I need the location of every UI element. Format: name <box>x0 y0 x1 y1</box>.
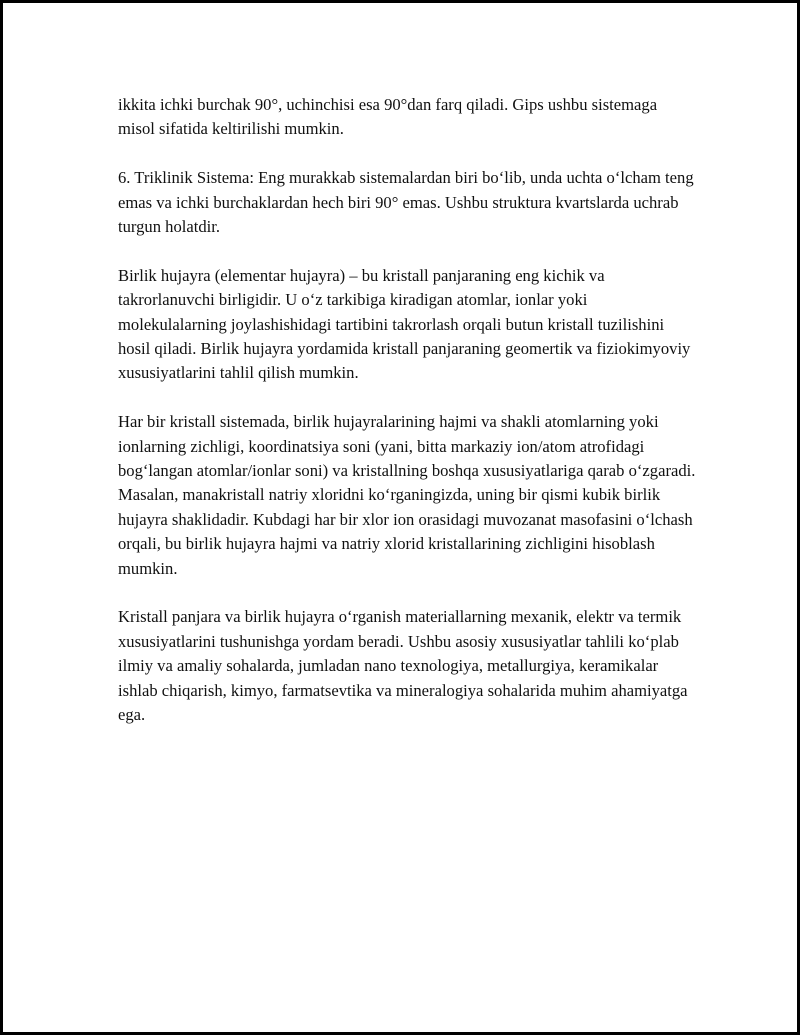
paragraph-unit-cell-definition: Birlik hujayra (elementar hujayra) – bu kristall panjaraning eng kichik va takrorlanuvchi birligidir. U o‘z tarkibiga kiradigan atomlar, ionlar yoki molekulalarning joylashishidagi tartibini takrorlash orqali butun kristall tuzilishini hosil qiladi. Birlik hujayra yordamida kristall panjaraning geomertik va fiziokimyoviy xususiyatlarini tahlil qilish mumkin. <box>118 265 691 383</box>
paragraph-triclinic-system: 6. Triklinik Sistema: Eng murakkab sistemalardan biri bo‘lib, unda uchta o‘lcham teng emas va ichki burchaklardan hech biri 90° emas. Ushbu struktura kvartslarda uchrab turgun holatdir. <box>118 168 694 237</box>
paragraph-applications: Kristall panjara va birlik hujayra o‘rganish materiallarning mexanik, elektr va termik xususiyatlarini tushunishga yordam beradi. Ushbu asosiy xususiyatlar tahlili ko‘plab ilmiy va amaliy sohalarda, jumladan nano texnologiya, metallurgiya, keramikalar ishlab chiqarish, kimyo, farmatsevtika va mineralogiya sohalarida muhim ahamiyatga ega. <box>118 607 688 725</box>
document-body <box>118 93 698 752</box>
paragraph-gypsum-example: ikkita ichki burchak 90°, uchinchisi esa 90°dan farq qiladi. Gips ushbu sistemaga misol sifatida keltirilishi mumkin. <box>118 95 658 139</box>
paragraph-unit-cell-properties: Har bir kristall sistemada, birlik hujayralarining hajmi va shakli atomlarning yoki ionlarning zichligi, koordinatsiya soni (yani, bitta markaziy ion/atom atrofidagi bog‘langan atomlar/ionlar soni) va kristallning boshqa xususiyatlariga qarab o‘zgaradi. Masalan, manakristall natriy xloridni ko‘rganingizda, uning bir qismi kubik birlik hujayra shaklidadir. Kubdagi har bir xlor ion orasidagi muvozanat masofasini o‘lchash orqali, bu birlik hujayra hajmi va natriy xlorid kristallarining zichligini hisoblash mumkin. <box>118 412 696 578</box>
